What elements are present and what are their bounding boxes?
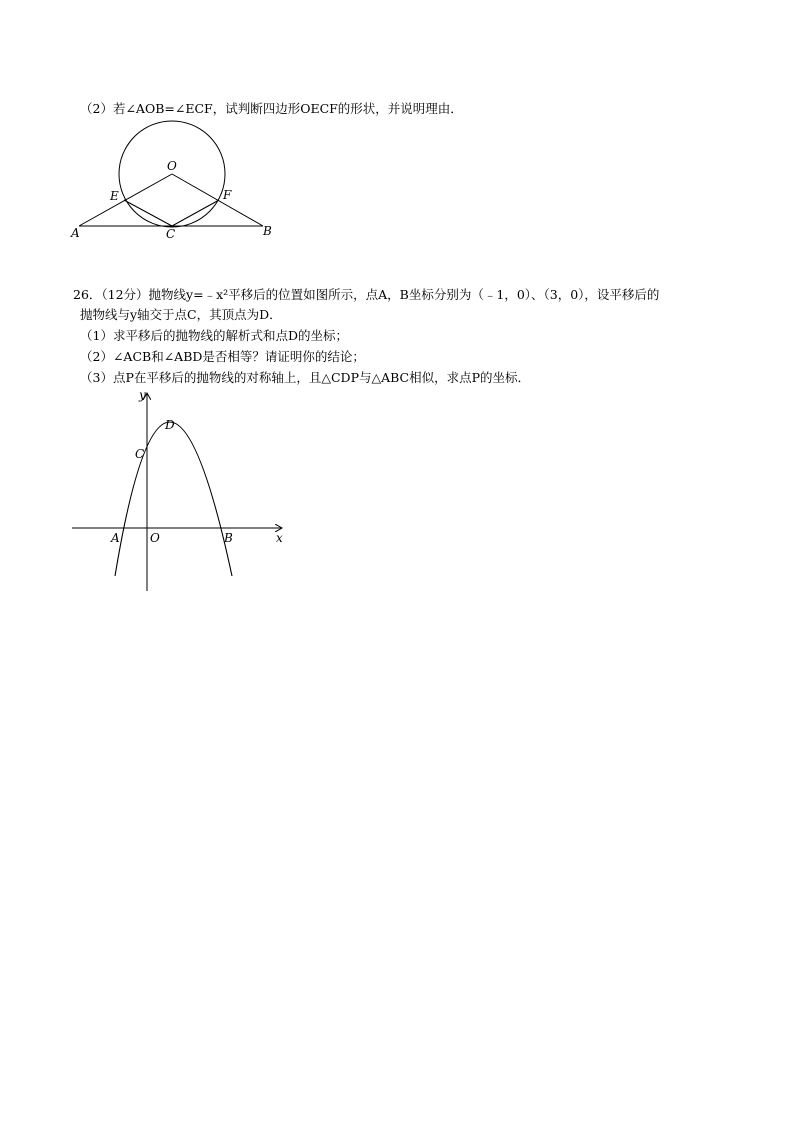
problem26-stem-line1: 26．（12分）抛物线y=﹣x²平移后的位置如图所示，点A，B坐标分别为（﹣1，0）、（3，0），设平移后的 — [73, 287, 660, 302]
parabola-curve — [115, 422, 232, 576]
label-y: y — [139, 388, 146, 402]
label-d: D — [165, 418, 175, 432]
segment-fc — [172, 200, 219, 226]
label-o: O — [150, 531, 160, 545]
segment-ec — [124, 200, 172, 226]
label-b: B — [224, 531, 233, 545]
problem26-stem-line2: 抛物线与y轴交于点C，其顶点为D． — [80, 307, 282, 322]
label-a: A — [111, 531, 120, 545]
parabola-figure — [65, 385, 295, 600]
problem26-question3: （3）点P在平移后的抛物线的对称轴上，且△CDP与△ABC相似，求点P的坐标． — [80, 370, 531, 385]
label-b: B — [263, 224, 272, 238]
label-e: E — [110, 189, 119, 203]
problem26-question1: （1）求平移后的抛物线的解析式和点D的坐标； — [80, 328, 348, 343]
problem25-part2-text: （2）若∠AOB=∠ECF，试判断四边形OECF的形状，并说明理由． — [80, 101, 463, 116]
label-c: C — [135, 447, 145, 461]
circle-tangent-figure — [60, 118, 290, 248]
label-a: A — [71, 226, 80, 240]
label-o: O — [167, 159, 177, 173]
label-x: x — [276, 531, 283, 545]
label-c: C — [166, 227, 176, 241]
problem26-question2: （2）∠ACB和∠ABD是否相等？请证明你的结论； — [80, 349, 365, 364]
label-f: F — [223, 188, 232, 202]
